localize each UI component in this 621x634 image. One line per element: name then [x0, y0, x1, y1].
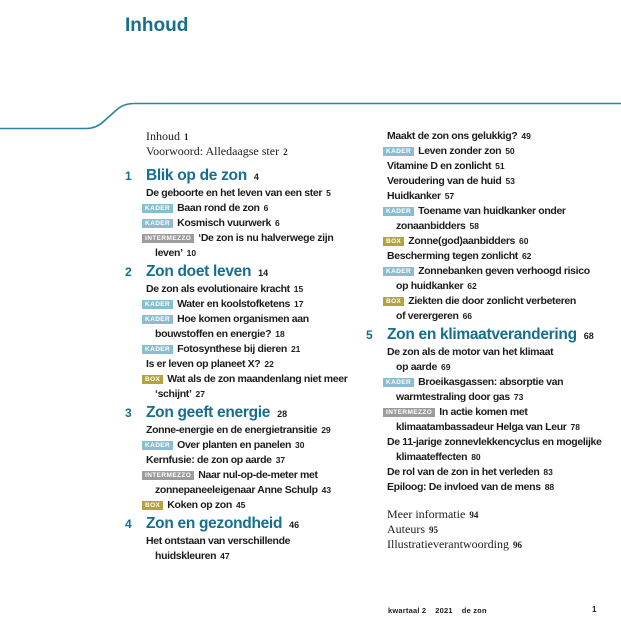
entry-label: Water en koolstofketens [177, 298, 291, 310]
entry-line [125, 246, 377, 261]
entry-label: De zon als evolutionaire kracht [146, 283, 290, 295]
page-ref: 49 [521, 131, 531, 141]
toc-entry [125, 453, 377, 468]
entry-label: Zonne-energie en de energietransitie [146, 424, 318, 436]
entry-line [125, 282, 377, 297]
toc-entry [366, 294, 621, 324]
box-badge: BOX [383, 297, 404, 306]
kader-badge: KADER [142, 345, 173, 354]
box-badge: BOX [142, 375, 163, 384]
chapter-number: 5 [366, 328, 373, 342]
entry-label: Is er leven op planeet X? [146, 358, 261, 370]
spacer [366, 495, 621, 507]
entry-label: Bescherming tegen zonlicht [387, 250, 518, 262]
entry-line [125, 297, 377, 312]
entry-line [366, 405, 621, 420]
toc-entry [366, 234, 621, 249]
toc-entry [125, 357, 377, 372]
toc-entry [366, 435, 621, 465]
chapter-title: Zon doet leven [146, 263, 252, 280]
box-badge: BOX [383, 237, 404, 246]
toc-entry [125, 534, 377, 564]
entry-label: Auteurs [387, 522, 425, 536]
entry-line [125, 372, 377, 387]
page-ref: 46 [289, 520, 300, 530]
entry-label: Leven zonder zon [418, 145, 502, 157]
chapter-number: 2 [125, 265, 132, 279]
entry-line [366, 219, 621, 234]
page-ref: 29 [321, 425, 331, 435]
page-ref: 27 [195, 389, 205, 399]
entry-line [125, 357, 377, 372]
page-ref: 14 [258, 268, 269, 278]
entry-label: of verergeren [396, 310, 459, 322]
entry-line [366, 249, 621, 264]
entry-label: Over planten en panelen [177, 439, 292, 451]
entry-label: Hoe komen organismen aan [177, 313, 309, 325]
page-ref: 15 [293, 284, 304, 294]
entry-line [125, 549, 377, 564]
kader-badge: KADER [142, 300, 173, 309]
entry-line [125, 387, 377, 402]
kader-badge: KADER [142, 441, 173, 450]
entry-line [125, 186, 377, 201]
page-title: Inhoud [125, 15, 189, 36]
page-ref: 88 [544, 482, 555, 492]
entry-label: Broeikasgassen: absorptie van [418, 376, 564, 388]
intermezzo-badge: INTERMEZZO [142, 471, 194, 480]
entry-label: Veroudering van de huid [387, 175, 502, 187]
toc-entry [366, 375, 621, 405]
entry-label: zonnepaneeleigenaar Anne Schulp [155, 484, 318, 496]
entry-line [125, 327, 377, 342]
toc-entry [125, 186, 377, 201]
page-ref: 43 [321, 485, 332, 495]
entry-line [125, 129, 377, 144]
entry-line [366, 279, 621, 294]
toc-entry [366, 204, 621, 234]
chapter-heading [125, 261, 377, 282]
toc-entry [125, 468, 377, 498]
page-ref: 57 [444, 191, 455, 201]
page-ref: 68 [583, 331, 594, 341]
toc-entry [125, 231, 377, 261]
entry-label: Epiloog: De invloed van de mens [387, 481, 541, 493]
kader-badge: KADER [142, 204, 173, 213]
page-ref: 5 [326, 188, 331, 198]
footer-page-number: 1 [592, 605, 597, 614]
chapter-heading [125, 165, 377, 186]
toc-entry [366, 405, 621, 435]
entry-line [366, 435, 621, 450]
entry-line [366, 309, 621, 324]
toc-entry [366, 264, 621, 294]
entry-line [366, 390, 621, 405]
entry-label: klimaatambassadeur Helga van Leur [396, 421, 567, 433]
kader-badge: KADER [383, 207, 414, 216]
page-ref: 47 [220, 551, 230, 561]
page-ref: 80 [471, 452, 481, 462]
entry-line [366, 522, 621, 537]
chapter-number: 1 [125, 169, 132, 183]
entry-label: ‘De zon is nu halverwege zijn [198, 232, 334, 244]
page-ref: 30 [295, 440, 305, 450]
entry-line [125, 231, 377, 246]
chapter-heading [125, 402, 377, 423]
entry-label: De 11-jarige zonnevlekkencyclus en mogelijke [387, 436, 602, 448]
entry-label: Kernfusie: de zon op aarde [146, 454, 272, 466]
entry-label: Illustratieverantwoording [387, 537, 509, 551]
toc-entry [366, 507, 621, 522]
chapter-heading [125, 513, 377, 534]
page-ref: 94 [469, 510, 479, 520]
page-ref: 66 [462, 311, 473, 321]
entry-label: Zonnebanken geven verhoogd risico [418, 265, 590, 277]
entry-label: Meer informatie [387, 507, 466, 521]
footer [388, 606, 487, 615]
kader-badge: KADER [383, 267, 414, 276]
entry-line [125, 201, 377, 216]
page-ref: 22 [264, 359, 274, 369]
entry-label: Het ontstaan van verschillende [146, 535, 291, 547]
toc-entry [125, 438, 377, 453]
entry-line [366, 234, 621, 249]
entry-line [366, 465, 621, 480]
page-ref: 6 [263, 203, 269, 213]
entry-label: Ziekten die door zonlicht verbeteren [408, 295, 576, 307]
toc-column-right [366, 129, 621, 552]
chapter-number: 3 [125, 406, 132, 420]
toc-entry [125, 144, 377, 159]
entry-line [366, 375, 621, 390]
entry-label: Fotosynthese bij dieren [177, 343, 287, 355]
entry-label: Inhoud [146, 129, 180, 143]
toc-entry [366, 249, 621, 264]
entry-line [366, 420, 621, 435]
chapter-number: 4 [125, 517, 132, 531]
toc-entry [366, 159, 621, 174]
page-ref: 50 [505, 146, 515, 156]
page-ref: 73 [513, 392, 524, 402]
footer-issue: kwartaal 2 [388, 606, 427, 615]
toc-entry [125, 297, 377, 312]
entry-label: Toename van huidkanker onder [418, 205, 566, 217]
toc-entry [366, 129, 621, 144]
kader-badge: KADER [383, 147, 414, 156]
entry-label: huidskleuren [155, 550, 217, 562]
divider-line [0, 0, 621, 140]
entry-line [366, 144, 621, 159]
page-ref: 95 [429, 525, 438, 535]
entry-label: Wat als de zon maandenlang niet meer [167, 373, 348, 385]
entry-line [366, 129, 621, 144]
toc-entry [125, 372, 377, 402]
page-ref: 62 [467, 281, 477, 291]
entry-line [366, 345, 621, 360]
entry-line [366, 294, 621, 309]
entry-line [366, 204, 621, 219]
toc-entry [366, 345, 621, 375]
toc-entry [125, 201, 377, 216]
footer-publication: de zon [461, 606, 487, 615]
entry-line [366, 537, 621, 552]
entry-line [366, 189, 621, 204]
entry-label: op aarde [396, 361, 437, 373]
page-ref: 62 [521, 251, 532, 261]
intermezzo-badge: INTERMEZZO [383, 408, 435, 417]
toc-entry [125, 423, 377, 438]
page-ref: 53 [505, 176, 515, 186]
entry-line [125, 468, 377, 483]
page-ref: 28 [277, 409, 288, 419]
toc-entry [366, 144, 621, 159]
chapter-heading [366, 324, 621, 345]
toc-entry [125, 342, 377, 357]
page-ref: 10 [186, 248, 197, 258]
entry-line [125, 438, 377, 453]
entry-label: Naar nul-op-de-meter met [198, 469, 318, 481]
kader-badge: KADER [142, 219, 173, 228]
entry-line [125, 453, 377, 468]
page-ref: 6 [274, 218, 280, 228]
page-ref: 60 [519, 236, 529, 246]
entry-line [366, 507, 621, 522]
entry-line [366, 264, 621, 279]
entry-line [125, 144, 377, 159]
entry-label: leven’ [155, 247, 183, 259]
entry-label: De zon als de motor van het klimaat [387, 346, 554, 358]
page-ref: 69 [440, 362, 451, 372]
entry-label: Zonne(god)aanbidders [408, 235, 516, 247]
page-ref: 78 [570, 422, 580, 432]
entry-line [366, 174, 621, 189]
entry-label: Koken op zon [167, 499, 232, 511]
entry-label: zonaanbidders [396, 220, 466, 232]
entry-line [366, 450, 621, 465]
entry-label: De rol van de zon in het verleden [387, 466, 540, 478]
page-ref: 37 [275, 455, 286, 465]
entry-label: Vitamine D en zonlicht [387, 160, 492, 172]
entry-label: Kosmisch vuurwerk [177, 217, 271, 229]
entry-label: ‘schijnt’ [155, 388, 192, 400]
toc-column-left [125, 129, 377, 564]
entry-label: In actie komen met [439, 406, 528, 418]
entry-line [125, 483, 377, 498]
page-ref: 18 [275, 329, 285, 339]
kader-badge: KADER [142, 315, 173, 324]
page-ref: 45 [235, 500, 246, 510]
page-ref: 17 [294, 299, 304, 309]
page-ref: 1 [184, 132, 189, 142]
toc-entry [125, 498, 377, 513]
entry-line [366, 480, 621, 495]
chapter-title: Blik op de zon [146, 167, 247, 184]
entry-label: op huidkanker [396, 280, 464, 292]
entry-line [125, 498, 377, 513]
entry-label: warmtestraling door gas [396, 391, 510, 403]
entry-line [125, 216, 377, 231]
entry-line [125, 312, 377, 327]
page-ref: 96 [512, 540, 522, 550]
page-ref: 21 [290, 344, 301, 354]
entry-line [125, 423, 377, 438]
entry-label: Huidkanker [387, 190, 441, 202]
chapter-title: Zon en gezondheid [146, 515, 283, 532]
toc-entry [125, 216, 377, 231]
toc-entry [125, 312, 377, 342]
entry-label: klimaateffecten [396, 451, 468, 463]
entry-label: Maakt de zon ons gelukkig? [387, 130, 518, 142]
page-ref: 51 [495, 161, 505, 171]
page-ref: 2 [283, 147, 288, 157]
toc-entry [366, 189, 621, 204]
entry-line [366, 360, 621, 375]
toc-entry [366, 174, 621, 189]
chapter-title: Zon geeft energie [146, 404, 271, 421]
page-ref: 83 [543, 467, 553, 477]
kader-badge: KADER [383, 378, 414, 387]
intermezzo-badge: INTERMEZZO [142, 234, 194, 243]
entry-label: bouwstoffen en energie? [155, 328, 272, 340]
toc-entry [366, 480, 621, 495]
toc-entry [125, 129, 377, 144]
entry-line [125, 534, 377, 549]
box-badge: BOX [142, 501, 163, 510]
entry-label: De geboorte en het leven van een ster [146, 187, 323, 199]
toc-entry [125, 282, 377, 297]
page-ref: 4 [253, 172, 259, 182]
footer-year: 2021 [435, 606, 453, 615]
toc-entry [366, 465, 621, 480]
toc-entry [366, 537, 621, 552]
toc-entry [366, 522, 621, 537]
chapter-title: Zon en klimaatverandering [387, 326, 577, 343]
entry-line [366, 159, 621, 174]
page-ref: 58 [469, 221, 480, 231]
entry-label: Voorwoord: Alledaagse ster [146, 144, 280, 158]
entry-label: Baan rond de zon [177, 202, 260, 214]
entry-line [125, 342, 377, 357]
